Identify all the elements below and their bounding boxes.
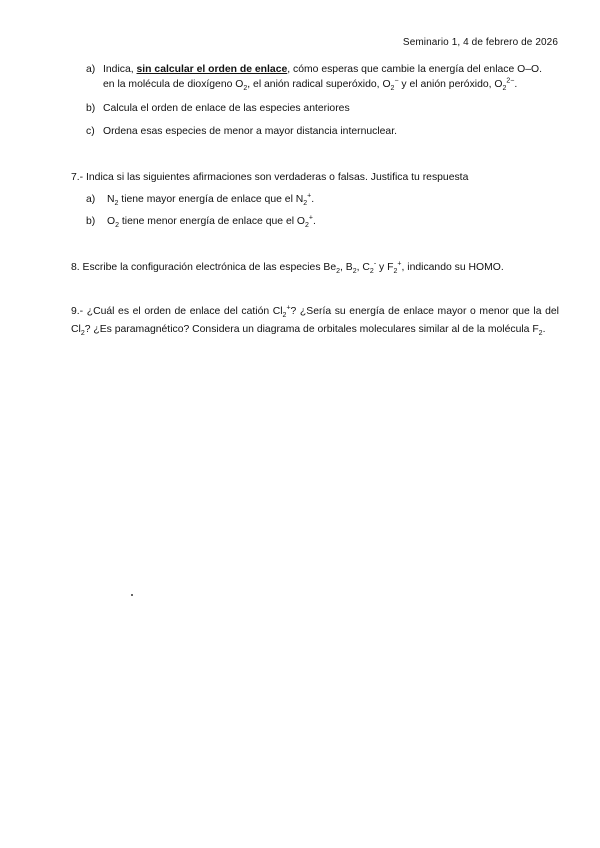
item-text: Ordena esas especies de menor a mayor distancia internuclear. [103, 126, 397, 137]
q7-intro: 7.- Indica si las siguientes afirmaciones son verdaderas o falsas. Justifica tu respuesta [71, 172, 469, 183]
item-label: a) [86, 64, 96, 75]
page-header: Seminario 1, 4 de febrero de 2026 [402, 37, 558, 48]
q6-item-b [86, 101, 562, 116]
q8-text: 8. Escribe la configuración electrónica de las especies $Be_2$, $B_2$, $C_2^-$ y $F_2^+$, indicando su HOMO. [71, 260, 504, 276]
underlined-phrase: sin calcular el orden de enlace [136, 64, 288, 75]
stray-dot [131, 594, 133, 596]
item-text: $O_2$ tiene menor energía de enlace que el $O_2^+$. [107, 214, 316, 230]
item-text: Indica, sin calcular el orden de enlace, cómo esperas que cambie la energía del enlace O–O. en la molécula de dioxígeno $O_2$, el anión radical superóxido, $O_2^-$ y el anión peróxido, $O_2^{2-}$. [103, 64, 542, 93]
q7-item-b [86, 214, 562, 229]
q6-item-a [86, 62, 562, 92]
item-text: Calcula el orden de enlace de las especies anteriores [103, 103, 350, 114]
q7-item-a [86, 192, 562, 207]
item-label: b) [86, 216, 96, 227]
item-text: $N_2$ tiene mayor energía de enlace que el $N_2^+$. [107, 192, 315, 208]
q9-text: 9.- ¿Cuál es el orden de enlace del catión $Cl_2^+$? ¿Sería su energía de enlace mayor o menor que la del $Cl_2$? ¿Es paramagnético? Considera un diagrama de orbitales moleculares similar al de la molécula $F_2$. [71, 304, 559, 338]
item-label: b) [86, 103, 96, 114]
item-label: a) [86, 194, 96, 205]
q6-item-c [86, 124, 562, 139]
item-label: c) [86, 126, 95, 137]
